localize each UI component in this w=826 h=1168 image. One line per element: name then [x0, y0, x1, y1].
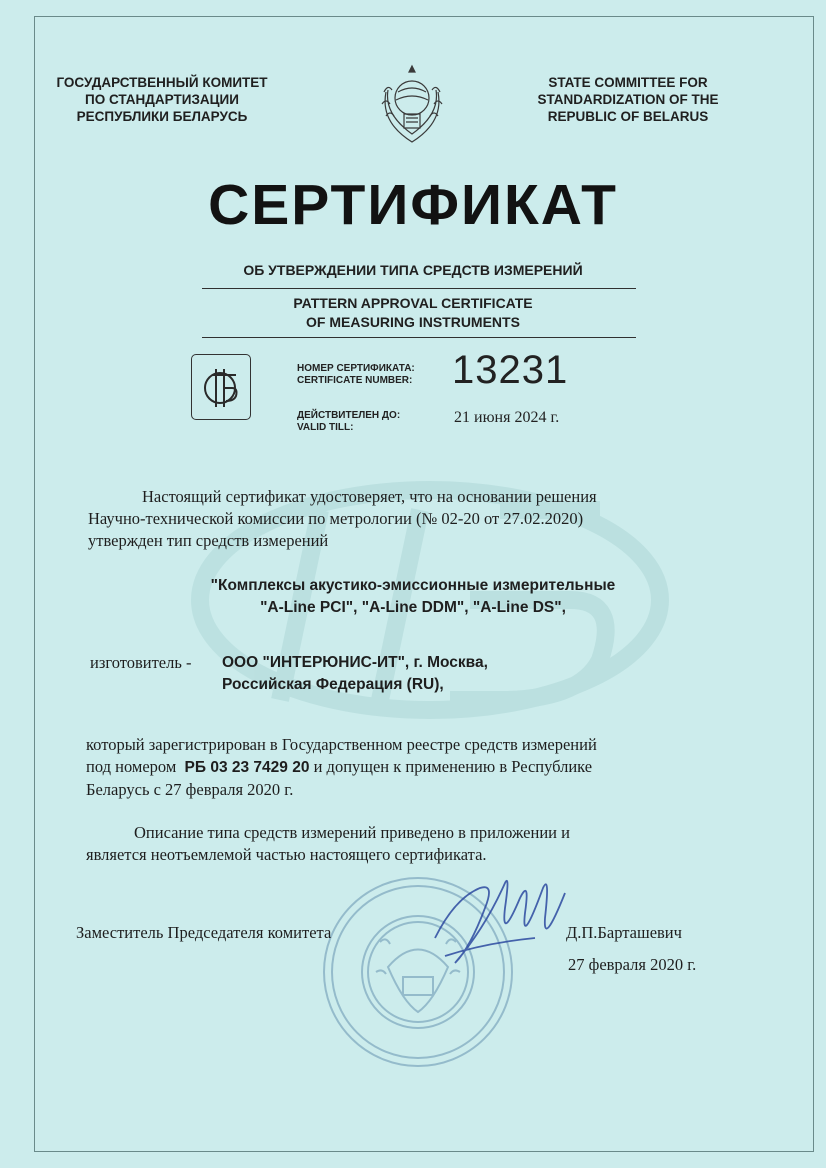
description-line-1: Описание типа средств измерений приведено в приложении и	[134, 823, 570, 842]
btb-logo-icon	[191, 354, 251, 420]
registry-line-2-post: и допущен к применению в Республике	[313, 757, 593, 776]
subtitle-ru: ОБ УТВЕРЖДЕНИИ ТИПА СРЕДСТВ ИЗМЕРЕНИЙ	[243, 262, 583, 278]
registry-number: РБ 03 23 7429 20	[184, 759, 310, 776]
signature-icon	[425, 868, 575, 978]
registry-line-1: который зарегистрирован в Государственном реестре средств измерений	[86, 735, 597, 754]
manufacturer-label: изготовитель -	[90, 653, 192, 672]
subtitle-en	[0, 294, 826, 332]
header-right-line-3: REPUBLIC OF BELARUS	[547, 109, 709, 124]
certificate-number-label-ru: НОМЕР СЕРТИФИКАТА:	[297, 363, 415, 374]
header-left	[42, 74, 282, 125]
intro-line-3: утвержден тип средств измерений	[88, 531, 329, 550]
header-left-line-2: ПО СТАНДАРТИЗАЦИИ	[85, 92, 239, 107]
header-right-line-2: STANDARDIZATION OF THE	[537, 92, 719, 107]
document-title: СЕРТИФИКАТ	[208, 173, 618, 237]
product-name	[0, 575, 826, 619]
registry-line-2-pre: под номером	[86, 757, 177, 776]
registry-line-2	[86, 756, 597, 779]
intro-line-2: Научно-технической комиссии по метрологии (№ 02-20 от 27.02.2020)	[88, 509, 584, 528]
valid-till-date: 21 июня 2024 г.	[454, 409, 560, 426]
intro-line-1: Настоящий сертификат удостоверяет, что на основании решения	[142, 487, 597, 506]
manufacturer-line-1: ООО "ИНТЕРЮНИС-ИТ", г. Москва,	[222, 654, 488, 671]
manufacturer	[222, 652, 488, 696]
description-line-2: является неотъемлемой частью настоящего сертификата.	[86, 845, 487, 864]
subtitle-en-line-1: PATTERN APPROVAL CERTIFICATE	[293, 295, 533, 311]
valid-till-label	[297, 410, 400, 434]
valid-till-label-en: VALID TILL:	[297, 422, 354, 433]
intro-paragraph	[88, 486, 748, 552]
header-left-line-1: ГОСУДАРСТВЕННЫЙ КОМИТЕТ	[56, 75, 268, 90]
certificate-number-label	[297, 363, 415, 387]
signatory-name: Д.П.Барташевич	[566, 923, 682, 942]
subtitle-en-line-2: OF MEASURING INSTRUMENTS	[306, 314, 520, 330]
header-right	[508, 74, 748, 125]
signature-date: 27 февраля 2020 г.	[568, 955, 697, 974]
manufacturer-line-2: Российская Федерация (RU),	[222, 676, 444, 693]
certificate-number: 13231	[452, 348, 569, 392]
header-right-line-1: STATE COMMITTEE FOR	[548, 75, 708, 90]
product-line-2: "A-Line PCI", "A-Line DDM", "A-Line DS",	[260, 599, 566, 616]
state-emblem-icon	[374, 62, 450, 146]
registry-line-3: Беларусь с 27 февраля 2020 г.	[86, 780, 294, 799]
header-left-line-3: РЕСПУБЛИКИ БЕЛАРУСЬ	[76, 109, 248, 124]
divider-bottom	[202, 337, 636, 338]
signatory-position: Заместитель Председателя комитета	[76, 923, 332, 942]
divider-top	[202, 288, 636, 289]
registry-paragraph	[86, 734, 597, 801]
description-paragraph	[86, 822, 570, 866]
valid-till-label-ru: ДЕЙСТВИТЕЛЕН ДО:	[297, 410, 401, 421]
certificate-number-label-en: CERTIFICATE NUMBER:	[297, 375, 413, 386]
product-line-1: "Комплексы акустико-эмиссионные измерительные	[210, 577, 616, 594]
